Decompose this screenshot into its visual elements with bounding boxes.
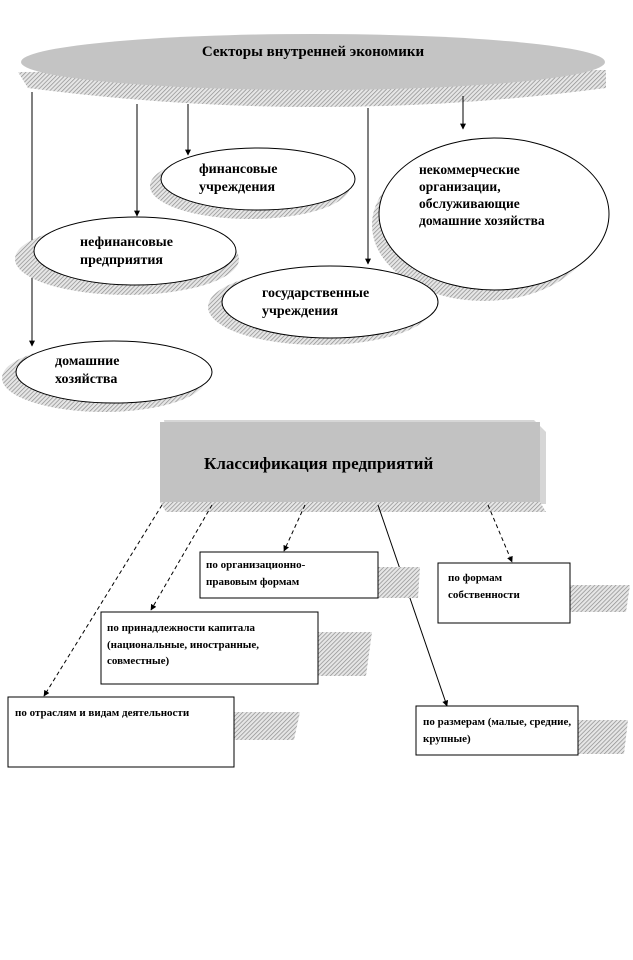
sector-households-label: домашние хозяйства: [55, 354, 120, 387]
box-capital: по принадлежности капитала (национальные, иностранные, совместные): [107, 622, 260, 667]
classification-title: Классификация предприятий: [204, 454, 434, 473]
sector-government-label: государственные учреждения: [262, 286, 370, 319]
box-ownership: по формам собственности: [448, 572, 520, 601]
sector-finance-label: финансовые учреждения: [199, 162, 278, 195]
classification-arrow-solid: [378, 505, 447, 706]
sector-nonfinance-label: нефинансовые предприятия: [80, 235, 173, 268]
sectors-title: Секторы внутренней экономики: [201, 44, 425, 60]
box-sizes: по размерам (малые, средние, крупные): [423, 716, 572, 745]
sector-nonprofit-label: некоммерческие организации, обслуживающие домашние хозяйства: [419, 162, 545, 228]
box-legal-forms: по организационно-правовым формам: [206, 559, 306, 588]
box-industries: по отраслям и видам деятельности: [15, 707, 190, 719]
